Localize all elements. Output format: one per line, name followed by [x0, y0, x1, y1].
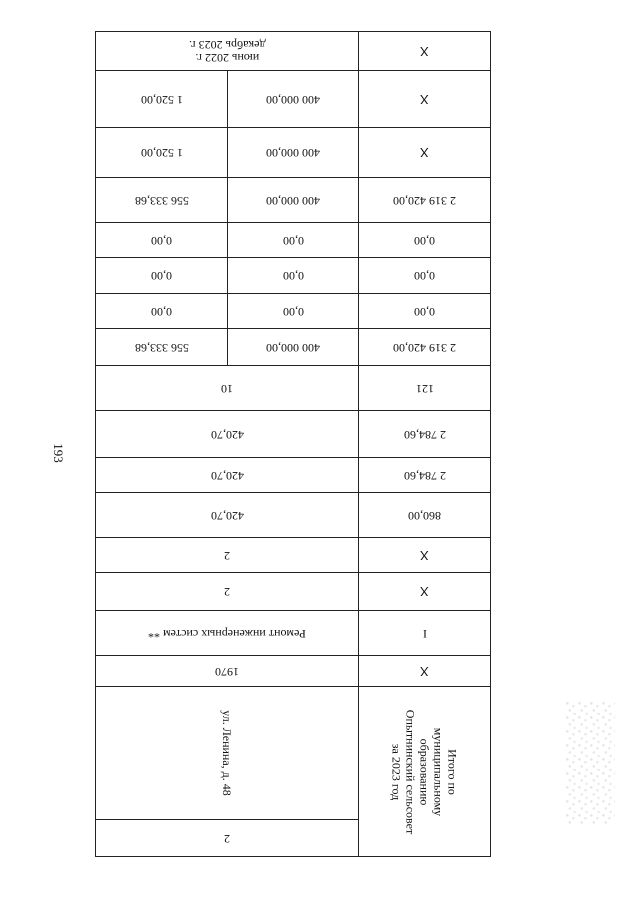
right-cell: X [358, 71, 490, 127]
table-row [96, 572, 490, 610]
table-row [96, 70, 490, 127]
left-cell: 0,00 [151, 304, 172, 319]
table-row [96, 293, 490, 328]
left-cell: 0,00 [151, 269, 172, 283]
table-row [96, 537, 490, 572]
right-cell: X [358, 538, 490, 572]
right-cell: 0,00 [358, 294, 490, 328]
address-cell: ул. Ленина, д. 48 [219, 710, 234, 796]
period-text: июнь 2022 г. декабрь 2023 г. [188, 38, 266, 65]
mid-cell: 0,00 [227, 258, 358, 293]
left-cell: 1970 [215, 664, 239, 679]
left-cell: 420,70 [210, 508, 244, 523]
table-row [96, 177, 490, 222]
mid-cell: 0,00 [227, 294, 358, 328]
right-cell: X [358, 656, 490, 686]
mid-cell: 400 000,00 [227, 329, 358, 365]
left-cell: 2 [224, 548, 230, 563]
right-cell: 2 784,60 [358, 411, 490, 457]
right-cell: 2 319 420,00 [358, 178, 490, 222]
left-cell: 420,70 [210, 468, 244, 483]
right-cell: 860,00 [358, 493, 490, 537]
table-row [96, 686, 490, 856]
mid-cell: 0,00 [227, 223, 358, 257]
left-cell: 1 520,00 [140, 146, 183, 160]
right-cell: 2 784,60 [358, 458, 490, 492]
right-cell: 0,00 [358, 258, 490, 293]
right-cell: X [358, 128, 490, 177]
left-cell: 0,00 [151, 233, 172, 248]
right-cell: 121 [358, 366, 490, 410]
right-cell: I [358, 611, 490, 655]
mid-cell: 400 000,00 [227, 178, 358, 222]
table-row [96, 410, 490, 457]
index-cell: 2 [96, 819, 358, 857]
table-row [96, 457, 490, 492]
mid-cell: 400 000,00 [227, 71, 358, 127]
table-row [96, 610, 490, 655]
budget-table [95, 31, 491, 857]
left-cell: 1 520,00 [140, 92, 183, 107]
mid-cell: 400 000,00 [227, 128, 358, 177]
period-cell [96, 32, 358, 70]
summary-cell: Итого по муниципальному образованию Опытнинский сельсовет за 2023 год [358, 687, 490, 857]
faint-stamp-mark [565, 702, 615, 824]
left-cell: 556 333,68 [134, 193, 189, 208]
page-number: 193 [51, 443, 66, 463]
table-row [96, 257, 490, 293]
right-cell: X [358, 573, 490, 610]
left-cell: Ремонт инженерных систем ** [148, 626, 306, 641]
right-cell: X [358, 32, 490, 70]
table-row [96, 32, 490, 70]
left-cell: 556 333,68 [134, 340, 189, 355]
table-row [96, 492, 490, 537]
table-row [96, 222, 490, 257]
table-row [96, 655, 490, 686]
left-cell: 2 [224, 585, 230, 599]
table-row [96, 127, 490, 177]
table-row [96, 328, 490, 365]
table-row [96, 365, 490, 410]
right-cell: 0,00 [358, 223, 490, 257]
left-cell: 420,70 [210, 427, 244, 442]
right-cell: 2 319 420,00 [358, 329, 490, 365]
left-cell: 10 [221, 381, 233, 396]
